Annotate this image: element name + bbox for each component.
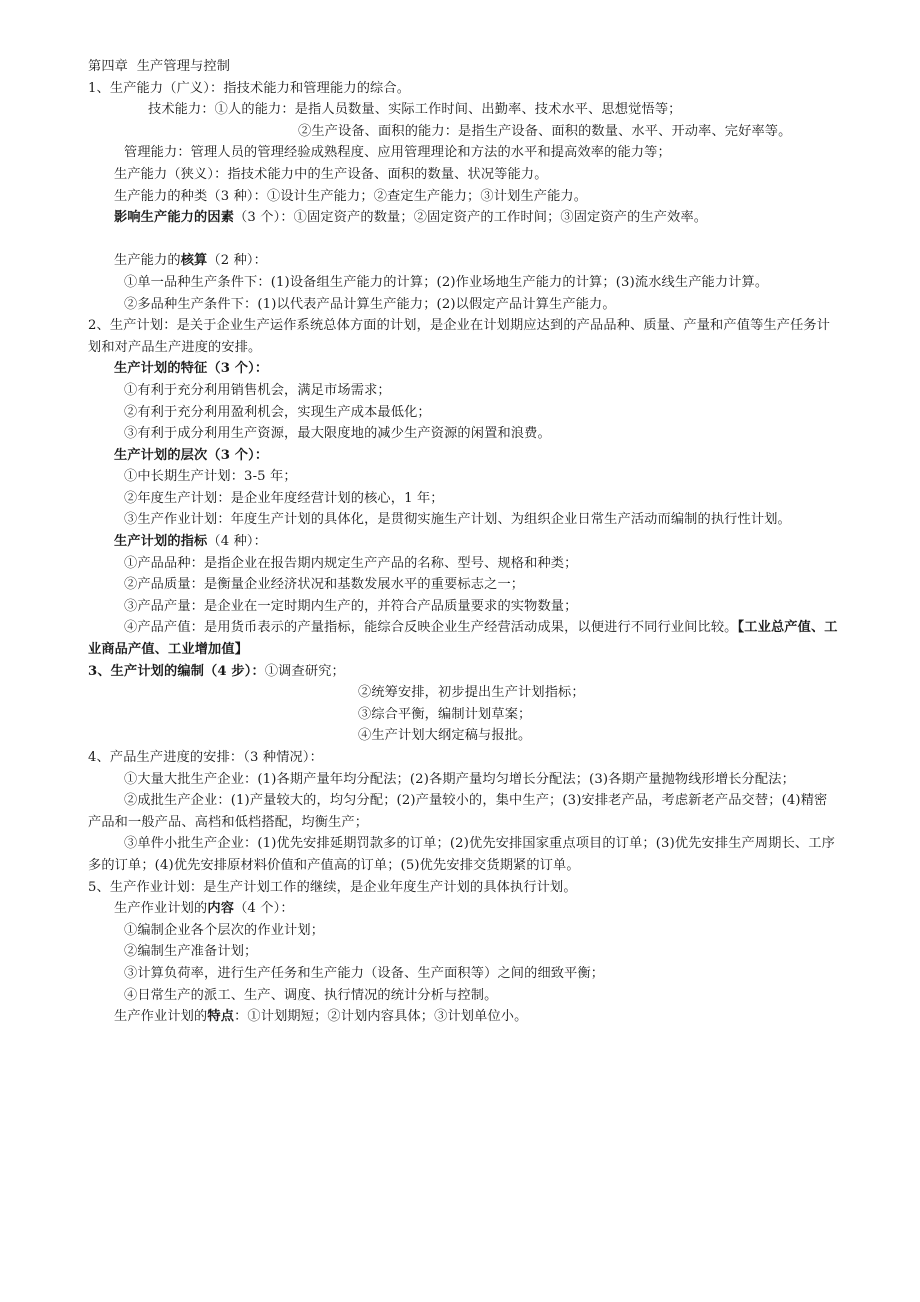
section-2-indicator-3: ③产品产量：是企业在一定时期内生产的，并符合产品质量要求的实物数量；: [124, 598, 578, 614]
section-2-feature-3: ③有利于成分利用生产资源，最大限度地的减少生产资源的闲置和浪费。: [124, 426, 551, 442]
section-2-indicators-heading: [88, 531, 838, 553]
accounting-rest: （2 种）：: [207, 253, 268, 269]
indicator-4-text: ④产品产值：是用货币表示的产量指标，能综合反映企业生产经营活动成果，以便进行不同行业间比较。: [124, 620, 738, 636]
accounting-bold-label: 核算: [180, 253, 208, 269]
section-1-heading: 1、生产能力（广义）：指技术能力和管理能力的综合。: [88, 80, 411, 96]
section-1-line-5: 生产能力的种类（3 种）：①设计生产能力；②查定生产能力；③计划生产能力。: [114, 188, 588, 204]
section-2-feature-1: ①有利于充分利用销售机会，满足市场需求；: [124, 382, 391, 398]
section-3-step-2: ②统筹安排，初步提出生产计划指标；: [358, 685, 585, 701]
section-3-bold-label: 3、生产计划的编制（4 步）：: [88, 663, 265, 679]
section-2-feature-2: ②有利于充分利用盈利机会，实现生产成本最低化；: [124, 404, 431, 420]
section-1-line-8: ①单一品种生产条件下：(1)设备组生产能力的计算；(2)作业场地生产能力的计算；(3)流水线生产能力计算。: [124, 274, 769, 290]
content-prefix: 生产作业计划的: [114, 901, 208, 917]
section-3-step-1: ①调查研究；: [264, 663, 345, 679]
section-1-line-4: 生产能力（狭义）：指技术能力中的生产设备、面积的数量、状况等能力。: [114, 166, 548, 182]
section-5-traits-heading: [88, 1006, 838, 1028]
section-5-content-1: ①编制企业各个层次的作业计划；: [124, 922, 325, 938]
section-5-heading: 5、生产作业计划：是生产计划工作的继续，是企业年度生产计划的具体执行计划。: [88, 879, 577, 895]
section-1-line-1: 技术能力：①人的能力：是指人员数量、实际工作时间、出勤率、技术水平、思想觉悟等；: [148, 102, 682, 118]
section-2-level-1: ①中长期生产计划：3-5 年；: [124, 469, 297, 485]
traits-bold-label: 特点: [207, 1009, 235, 1025]
traits-prefix: 生产作业计划的: [114, 1009, 208, 1025]
section-5-content-4: ④日常生产的派工、生产、调度、执行情况的统计分析与控制。: [124, 987, 498, 1003]
section-1-factors-line: [88, 207, 838, 229]
section-2-level-3: ③生产作业计划：年度生产计划的具体化，是贯彻实施生产计划、为组织企业日常生产活动而编制的执行性计划。: [124, 512, 791, 528]
section-3-step-3: ③综合平衡，编制计划草案；: [358, 706, 532, 722]
section-2-indicator-2: ②产品质量：是衡量企业经济状况和基数发展水平的重要标志之一；: [124, 577, 525, 593]
document-body: [88, 56, 838, 1028]
section-1-line-9: ②多品种生产条件下：(1)以代表产品计算生产能力；(2)以假定产品计算生产能力。: [124, 296, 616, 312]
section-2-indicator-1: ①产品品种：是指企业在报告期内规定生产产品的名称、型号、规格和种类；: [124, 555, 578, 571]
blank-separator: [88, 229, 838, 251]
section-2-heading: 2、生产计划：是关于企业生产运作系统总体方面的计划，是企业在计划期应达到的产品品种、质量、产量和产值等生产任务计划和对产品生产进度的安排。: [88, 318, 831, 355]
indicators-rest: （4 种）：: [207, 534, 268, 550]
section-5-content-3: ③计算负荷率，进行生产任务和生产能力（设备、生产面积等）之间的细致平衡；: [124, 965, 605, 981]
content-bold-label: 内容: [207, 901, 235, 917]
section-3-step-4: ④生产计划大纲定稿与报批。: [358, 728, 532, 744]
section-2-level-2: ②年度生产计划：是企业年度经营计划的核心，1 年；: [124, 490, 444, 506]
section-4-case-1: ①大量大批生产企业：(1)各期产量年均分配法；(2)各期产量均匀增长分配法；(3)各期产量抛物线形增长分配法；: [124, 771, 795, 787]
section-2-levels-heading: 生产计划的层次（3 个）：: [114, 447, 269, 463]
section-2-indicator-4: [88, 617, 838, 660]
traits-rest: ：①计划期短；②计划内容具体；③计划单位小。: [234, 1009, 528, 1025]
section-5-content-2: ②编制生产准备计划；: [124, 944, 258, 960]
section-4-case-3: ③单件小批生产企业：(1)优先安排延期罚款多的订单；(2)优先安排国家重点项目的订单；(3)优先安排生产周期长、工序多的订单；(4)优先安排原材料价值和产值高的订单；(5)优先安排交货期紧的订单。: [88, 836, 835, 873]
indicators-bold-label: 生产计划的指标: [114, 534, 208, 550]
section-4-heading: 4、产品生产进度的安排：（3 种情况）：: [88, 750, 323, 765]
factors-rest: （3 个）：①固定资产的数量；②固定资产的工作时间；③固定资产的生产效率。: [234, 210, 708, 226]
section-4-case-2: ②成批生产企业：(1)产量较大的，均匀分配；(2)产量较小的，集中生产；(3)安排老产品，考虑新老产品交替；(4)精密产品和一般产品、高档和低档搭配，均衡生产；: [88, 793, 828, 830]
factors-bold-label: 影响生产能力的因素: [114, 210, 235, 226]
chapter-title: 第四章 生产管理与控制: [88, 59, 231, 74]
section-1-line-3: 管理能力：管理人员的管理经验成熟程度、应用管理理论和方法的水平和提高效率的能力等；: [124, 145, 671, 161]
section-5-content-heading: [88, 898, 838, 920]
section-3-heading: [88, 661, 838, 683]
section-2-features-heading: 生产计划的特征（3 个）：: [114, 361, 269, 377]
section-1-line-2: ②生产设备、面积的能力：是指生产设备、面积的数量、水平、开动率、完好率等。: [298, 123, 792, 139]
accounting-prefix: 生产能力的: [114, 253, 181, 269]
section-1-accounting-line: [88, 250, 838, 272]
indicator-4-bracket-note: 【工业总产值、工业商品产值、工业增加值】: [88, 620, 838, 658]
content-rest: （4 个）：: [234, 901, 294, 917]
